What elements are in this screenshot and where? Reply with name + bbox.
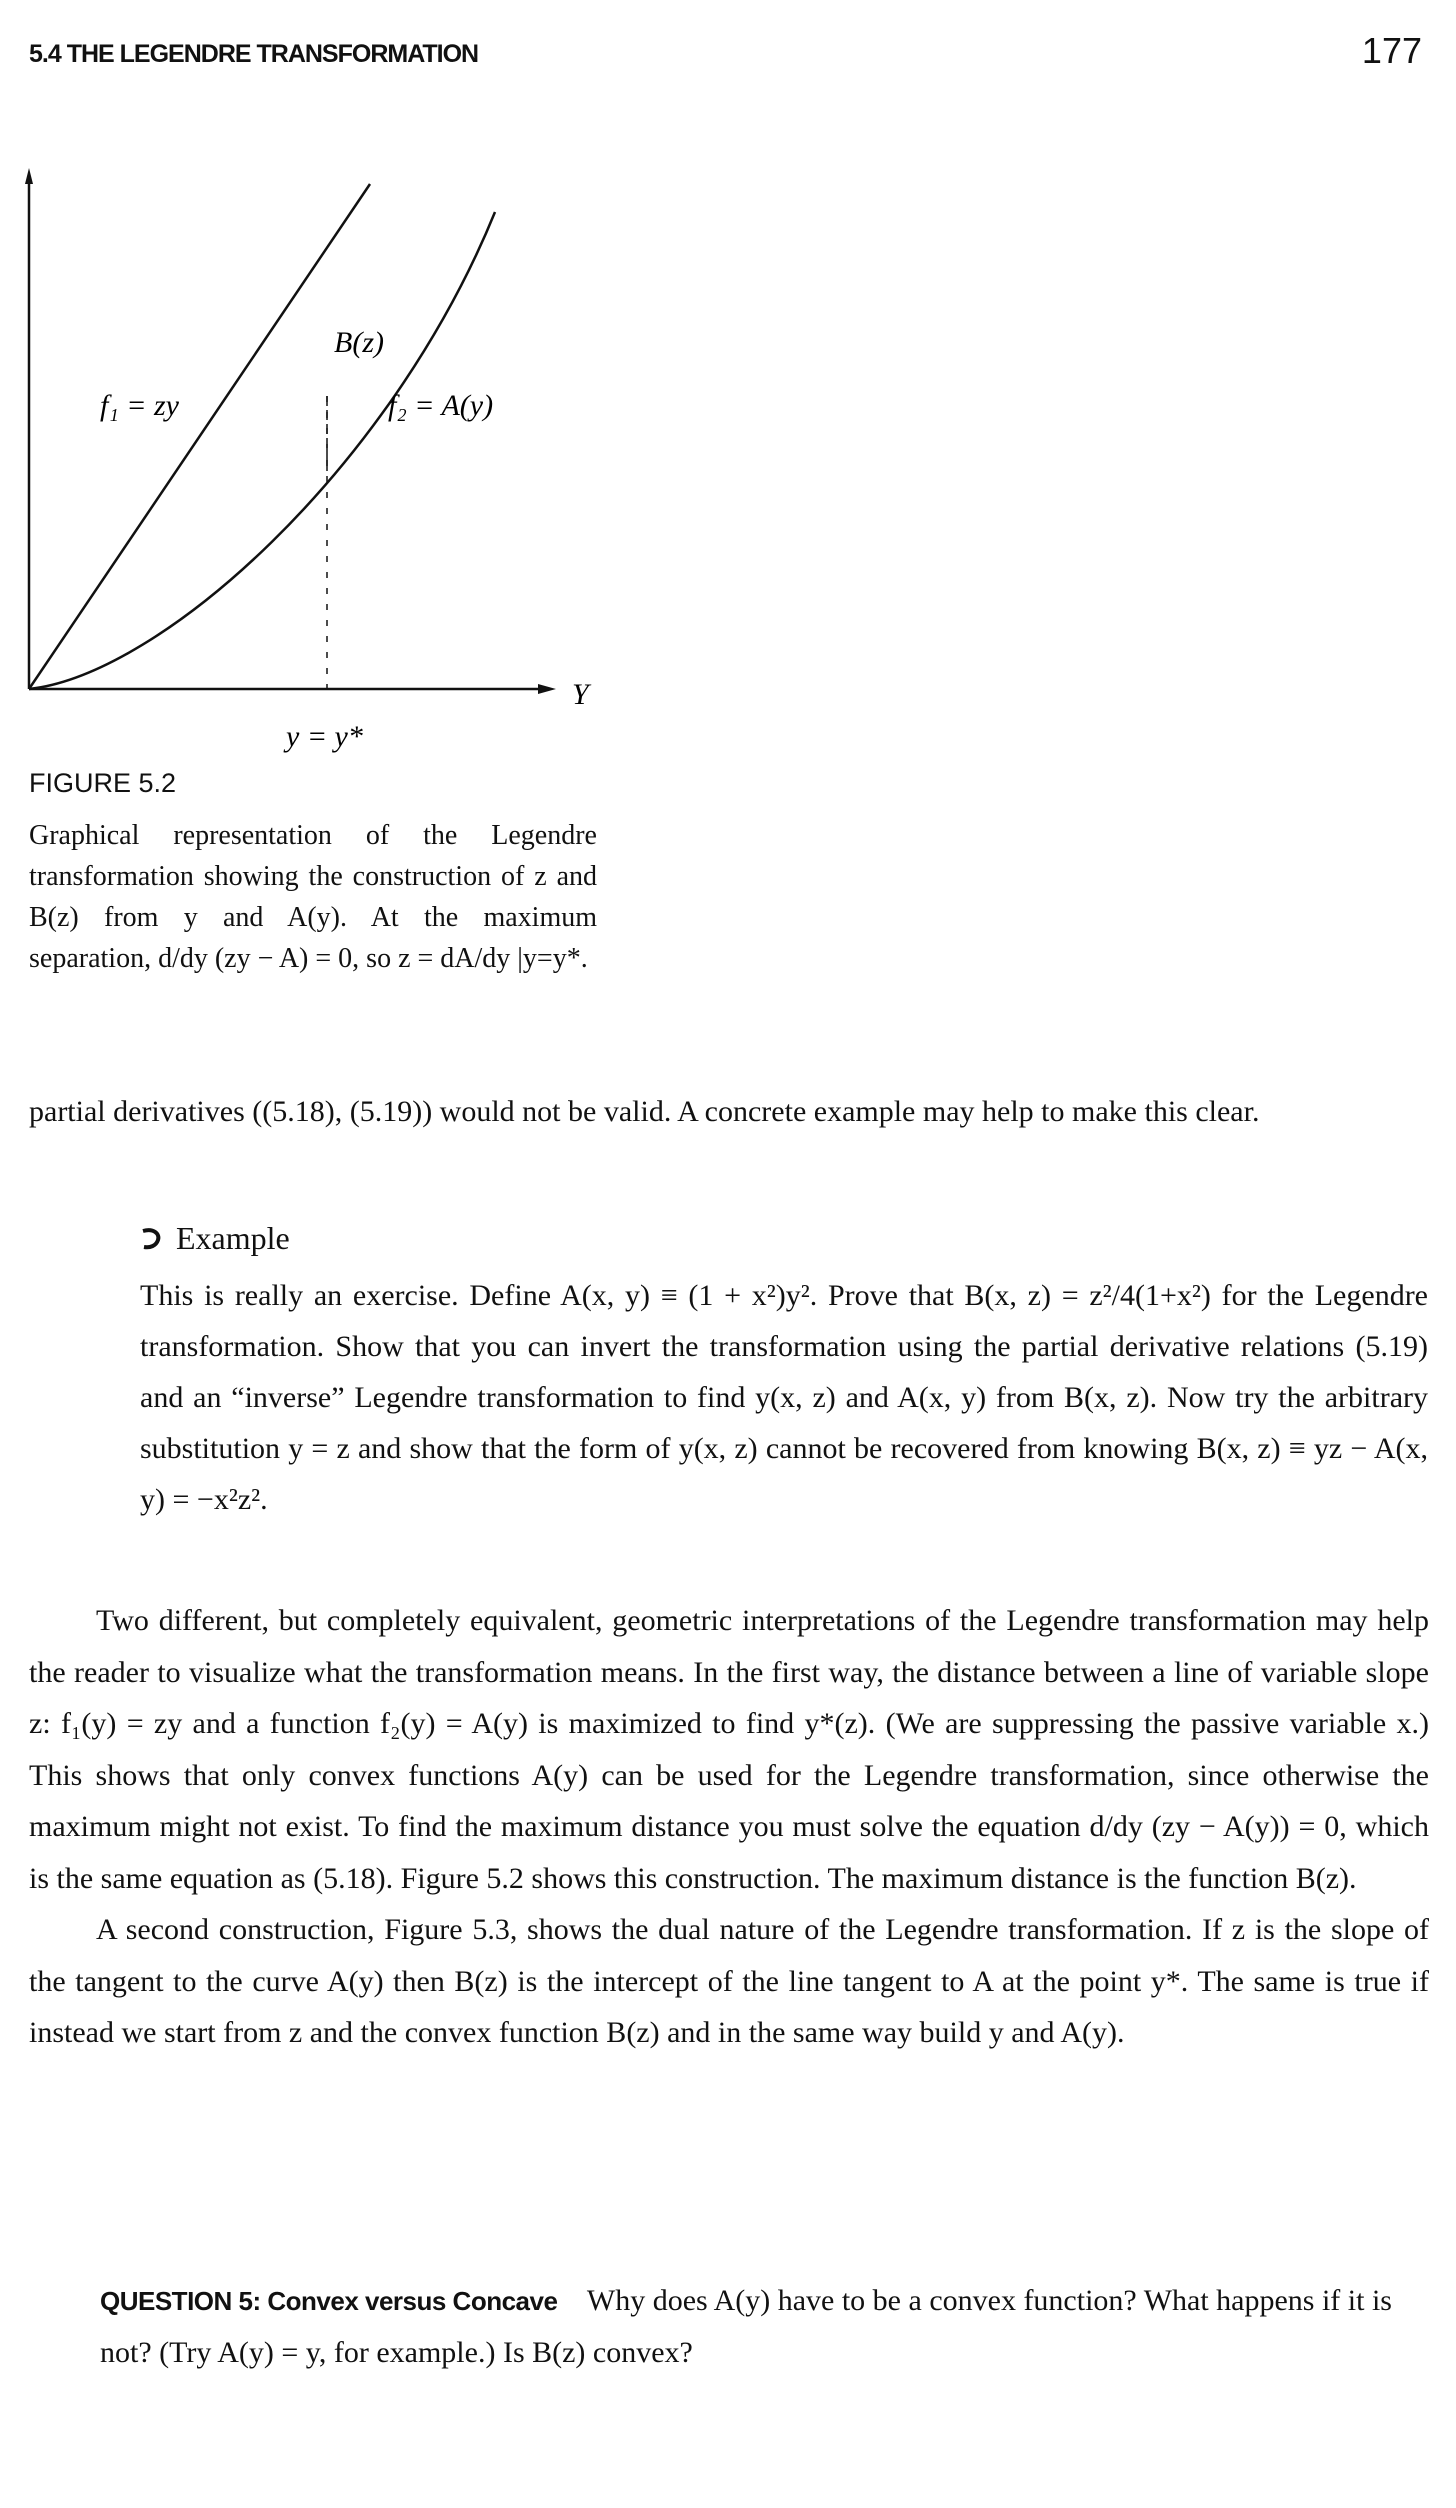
page-number: 177	[1361, 30, 1422, 71]
label-f1: f₁ = zy	[100, 389, 179, 422]
label-ystar: y = y*	[286, 720, 363, 753]
line-f1	[29, 184, 370, 689]
curve-f2	[29, 212, 495, 689]
paragraph-continuation: partial derivatives ((5.18), (5.19)) would not be valid. A concrete example may help to make this clear.	[29, 1095, 1260, 1128]
return-arrow-icon	[140, 1226, 162, 1252]
legendre-figure	[0, 150, 640, 760]
example-title: Example	[176, 1220, 290, 1256]
paragraph-dual: A second construction, Figure 5.3, shows the dual nature of the Legendre transformation. If z is the slope of the tangent to the curve A(y) then B(z) is the intercept of the line tangent to A at the point y*. The same is true if instead we start from z and the convex function B(z) and in the same way build y and A(y).	[29, 1913, 1429, 2049]
running-header: 5.4 THE LEGENDRE TRANSFORMATION	[29, 40, 479, 68]
body-paragraphs	[29, 1595, 1429, 2059]
label-bz: B(z)	[334, 326, 384, 359]
question-text: Why does A(y) have to be a convex function? What happens if it is not? (Try A(y) = y, for example.) Is B(z) convex?	[100, 2284, 1392, 2369]
vertical-axis-arrow	[25, 168, 33, 184]
figure-number: FIGURE 5.2	[29, 768, 177, 798]
question-label: QUESTION 5: Convex versus Concave	[100, 2286, 558, 2316]
label-axis-y: Y	[572, 678, 589, 711]
question-box	[100, 2275, 1400, 2378]
example-heading	[140, 1220, 290, 1257]
example-text: This is really an exercise. Define A(x, y) ≡ (1 + x²)y². Prove that B(x, z) = z²/4(1+x²) for the Legendre transformation. Show that you can invert the transformation using the partial derivative relations (5.19) and an “inverse” Legendre transformation to find y(x, z) and A(x, y) from B(x, z). Now try the arbitrary substitution y = z and show that the form of y(x, z) cannot be recovered from knowing B(x, z) ≡ yz − A(x, y) = −x²z².	[140, 1279, 1428, 1516]
label-f2: f₂ = A(y)	[388, 389, 494, 422]
horizontal-axis-arrow	[538, 684, 556, 694]
figure-caption: Graphical representation of the Legendre transformation showing the construction of z and B(z) from y and A(y). At the maximum separation, d/dy (zy − A) = 0, so z = dA/dy |y=y*.	[29, 820, 597, 974]
paragraph-geometric: Two different, but completely equivalent, geometric interpretations of the Legendre transformation may help the reader to visualize what the transformation means. In the first way, the distance between a line of variable slope z: f₁(y) = zy and a function f₂(y) = A(y) is maximized to find y*(z). (We are suppressing the passive variable x.) This shows that only convex functions A(y) can be used for the Legendre transformation, since otherwise the maximum might not exist. To find the maximum distance you must solve the equation d/dy (zy − A(y)) = 0, which is the same equation as (5.18). Figure 5.2 shows this construction. The maximum distance is the function B(z).	[29, 1604, 1429, 1895]
